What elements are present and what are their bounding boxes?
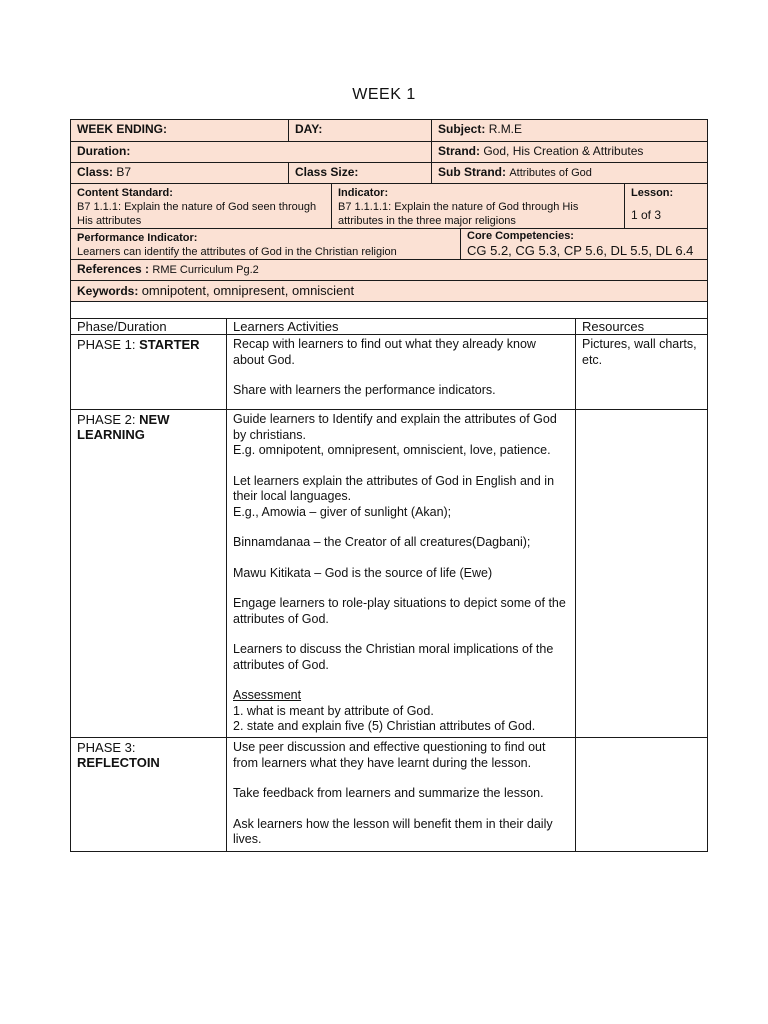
phase2-activity-8: Learners to discuss the Christian moral implications of the attributes of God. [233, 642, 554, 672]
phase3-activity-2: Take feedback from learners and summarize the lesson. [233, 786, 544, 800]
indicator-cell [331, 183, 625, 229]
lesson-value: 1 of 3 [631, 208, 662, 222]
phase2-activity-3: Let learners explain the attributes of God in English and in their local languages. [233, 473, 555, 503]
phase3-activity-3: Ask learners how the lesson will benefit them in their daily lives. [233, 816, 553, 846]
strand-label: Strand: [438, 144, 480, 158]
sub-strand-value: Attributes of God [509, 167, 592, 179]
keywords-cell [70, 280, 708, 302]
phase1-activity-2: Share with learners the performance indicators. [233, 383, 496, 397]
assessment-item-2: 2. state and explain five (5) Christian attributes of God. [233, 719, 536, 733]
sub-strand-label: Sub Strand: [438, 165, 506, 179]
references-cell [70, 259, 708, 281]
col-phase-header: Phase/Duration [70, 318, 227, 335]
phase2-prefix: PHASE 2: [77, 412, 140, 427]
phase2-activity-6: Mawu Kitikata – God is the source of life (Ewe) [233, 565, 493, 580]
lesson-cell [624, 183, 708, 229]
day-cell [288, 119, 432, 142]
class-size-label: Class Size: [295, 165, 359, 179]
class-label: Class: [77, 165, 114, 179]
indicator-value: B7 1.1.1.1: Explain the nature of God through His attributes in the three major religions [338, 201, 579, 227]
day-label: DAY: [295, 122, 323, 136]
phase2-activity-1: Guide learners to Identify and explain the attributes of God by christians. [233, 412, 557, 442]
strand-cell [431, 141, 708, 163]
core-competencies-value: CG 5.2, CG 5.3, CP 5.6, DL 5.5, DL 6.4 [467, 243, 694, 258]
phase2-name: NEW LEARNING [77, 412, 170, 442]
duration-cell [70, 141, 432, 163]
performance-indicator-cell [70, 228, 461, 260]
performance-indicator-value: Learners can identify the attributes of God in the Christian religion [77, 246, 397, 258]
phase2-cell [70, 409, 227, 738]
content-standard-cell [70, 183, 332, 229]
class-value: B7 [116, 165, 132, 179]
spacer-row [70, 301, 708, 319]
phase2-activity-4: E.g., Amowia – giver of sunlight (Akan); [233, 504, 452, 519]
phase1-activity-1: Recap with learners to find out what they already know about God. [233, 337, 536, 367]
phase2-activity-5: Binnamdanaa – the Creator of all creatures(Dagbani); [233, 535, 531, 549]
core-competencies-label: Core Competencies: [467, 230, 574, 242]
col-activities-header: Learners Activities [226, 318, 576, 335]
performance-indicator-label: Performance Indicator: [77, 232, 198, 244]
indicator-label: Indicator: [338, 187, 389, 199]
phase3-cell [70, 737, 227, 852]
keywords-label: Keywords: [77, 284, 139, 298]
content-standard-value: B7 1.1.1: Explain the nature of God seen through His attributes [77, 201, 317, 227]
content-standard-label: Content Standard: [77, 187, 173, 199]
core-competencies-cell [460, 228, 708, 260]
phase1-name: STARTER [139, 337, 200, 352]
strand-value: God, His Creation & Attributes [483, 144, 644, 158]
phase2-activity-2: E.g. omnipotent, omnipresent, omniscient, love, patience. [233, 443, 551, 457]
subject-value: R.M.E [488, 122, 523, 136]
sub-strand-cell [431, 162, 708, 184]
phase2-activities [226, 409, 576, 738]
duration-label: Duration: [77, 144, 131, 158]
subject-label: Subject: [438, 122, 486, 136]
assessment-title: Assessment [233, 688, 302, 702]
phase3-activities [226, 737, 576, 852]
phase1-cell [70, 334, 227, 410]
lesson-label: Lesson: [631, 187, 674, 199]
class-cell [70, 162, 289, 184]
page-title: WEEK 1 [352, 86, 416, 103]
phase2-resources [575, 409, 708, 738]
phase3-resources [575, 737, 708, 852]
assessment-item-1: 1. what is meant by attribute of God. [233, 703, 434, 718]
week-ending-cell [70, 119, 289, 142]
phase3-name: REFLECTOIN [77, 755, 160, 770]
class-size-cell [288, 162, 432, 184]
references-label: References : [77, 262, 150, 276]
phase2-activity-7: Engage learners to role-play situations to depict some of the attributes of God. [233, 596, 566, 626]
phase1-resources: Pictures, wall charts, etc. [575, 334, 708, 410]
subject-cell [431, 119, 708, 142]
keywords-value: omnipotent, omnipresent, omniscient [141, 283, 355, 298]
phase3-activity-1: Use peer discussion and effective questioning to find out from learners what they have learnt during the lesson. [233, 740, 546, 770]
week-ending-label: WEEK ENDING: [77, 122, 167, 136]
references-value: RME Curriculum Pg.2 [152, 264, 259, 276]
phase3-prefix: PHASE 3: [77, 740, 136, 755]
phase1-prefix: PHASE 1: [77, 337, 140, 352]
col-resources-header: Resources [575, 318, 708, 335]
phase1-activities [226, 334, 576, 410]
